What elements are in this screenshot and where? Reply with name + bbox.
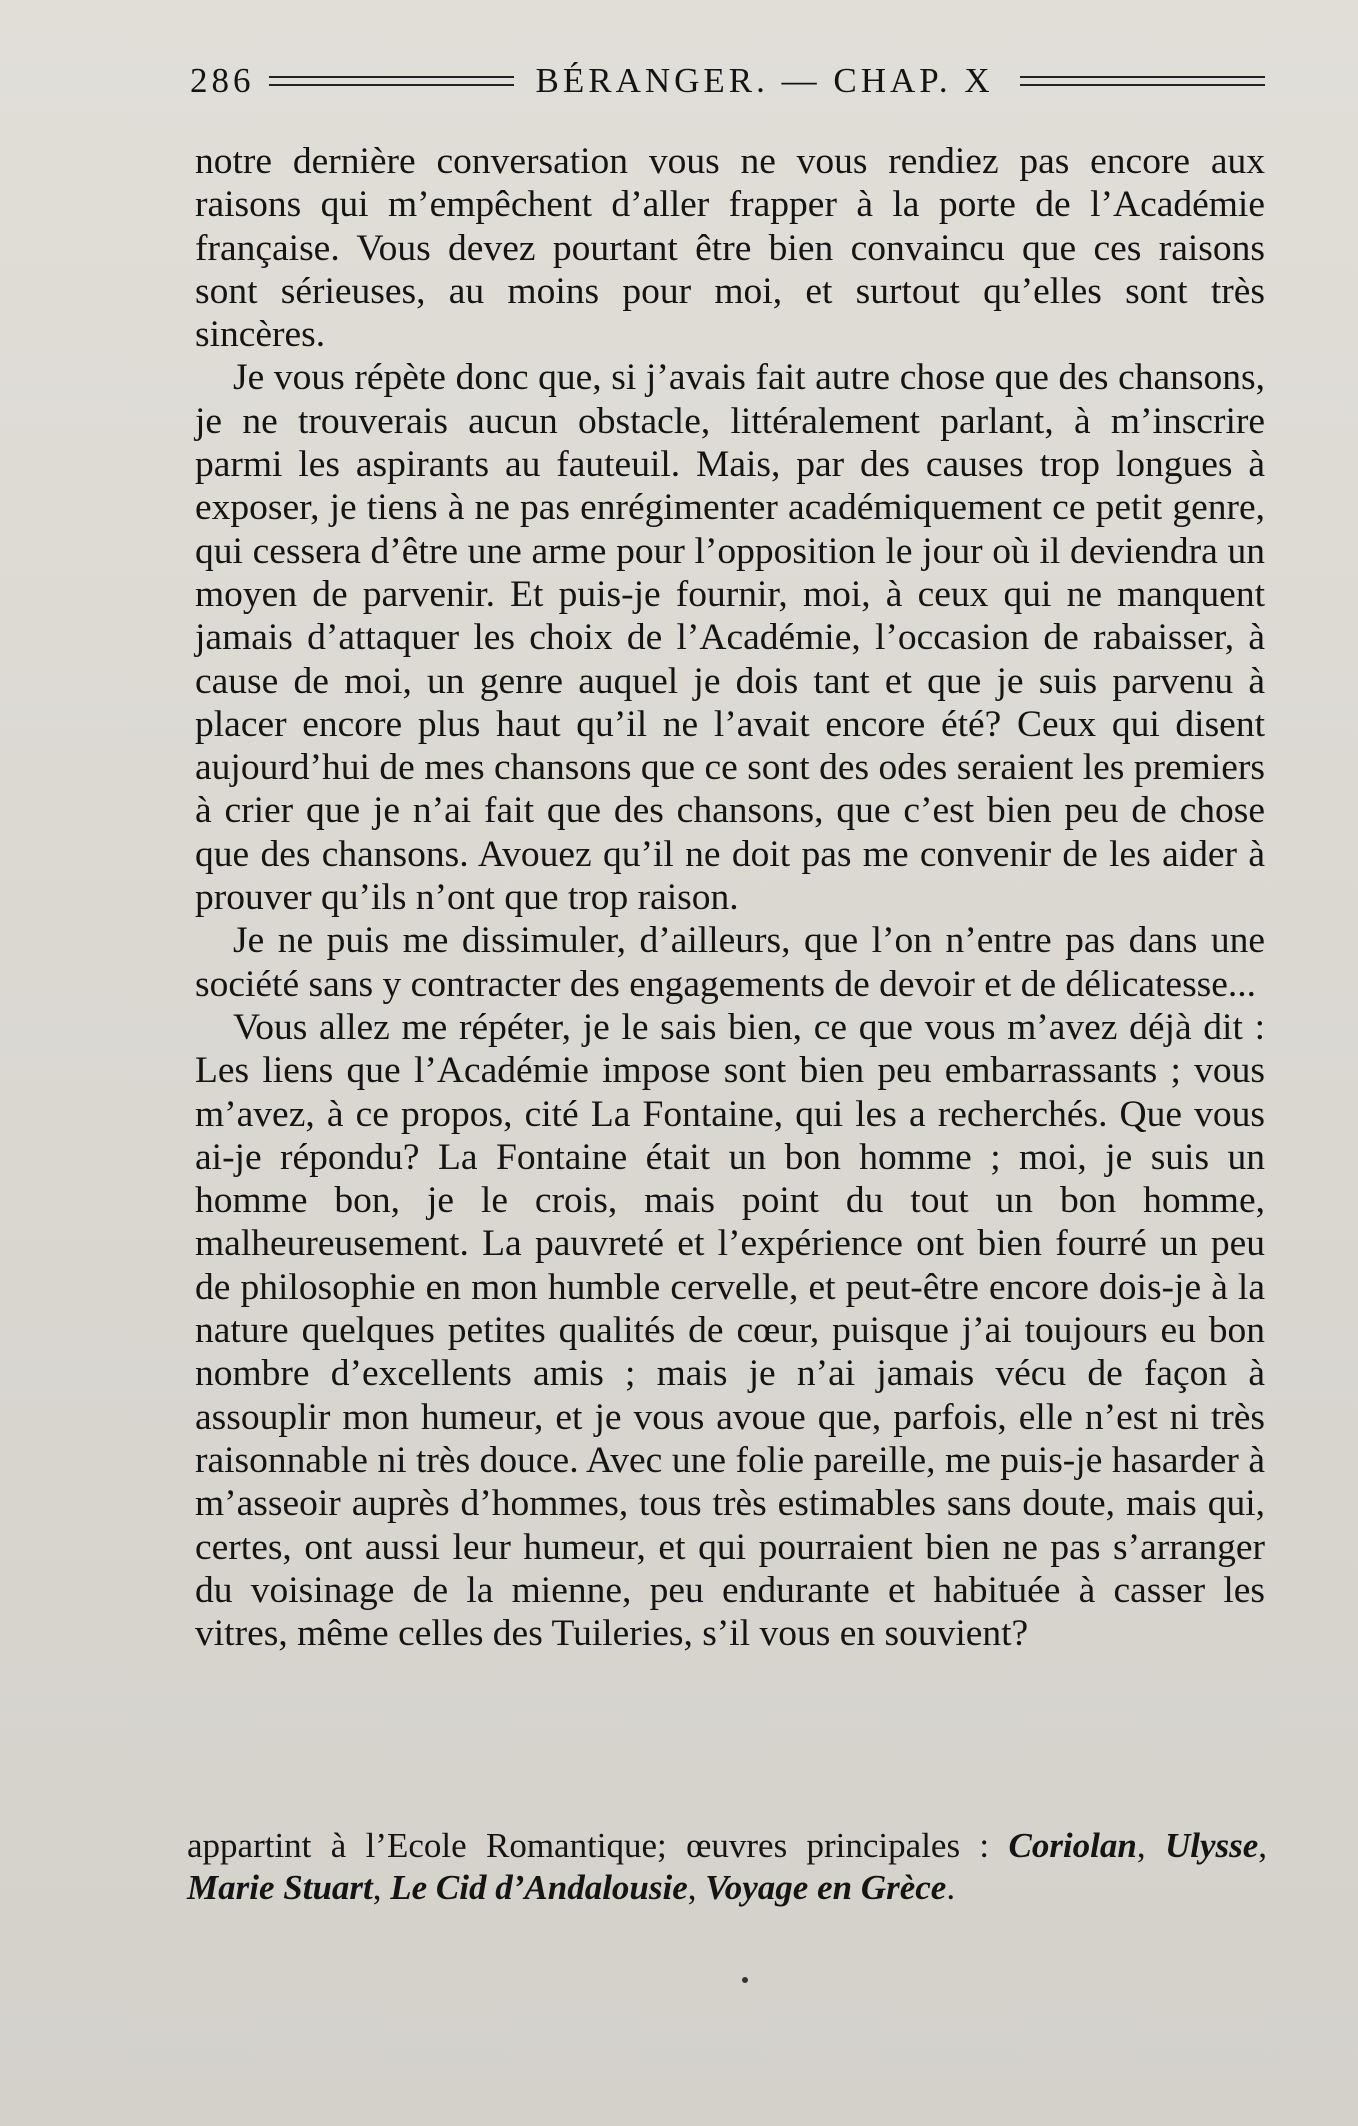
separator: , (1258, 1826, 1267, 1865)
work-title: Ulysse (1164, 1826, 1259, 1865)
running-header (190, 58, 1265, 104)
paragraph: Vous allez me répéter, je le sais bien, ce que vous m’avez déjà dit : Les liens que l’Académie impose sont bien peu embarrassants ; vous m’avez, à ce propos, cité La Fontaine, qui les a recherchés. Que vous ai-je répondu? La Fontaine était un bon homme ; moi, je suis un homme bon, je le crois, mais point du tout un bon homme, malheureusement. La pauvreté et l’expérience ont bien fourré un peu de philosophie en mon humble cervelle, et peut-être encore dois-je à la nature quelques petites qualités de cœur, puisque j’ai toujours eu bon nombre d’excellents amis ; mais je n’ai jamais vécu de façon à assouplir mon humeur, et je vous avoue que, parfois, elle n’est ni très raisonnable ni très douce. Avec une folie pareille, me puis-je hasarder à m’asseoir auprès d’hommes, tous très estimables sans doute, mais qui, certes, ont aussi leur humeur, et qui pourraient bien ne pas s’arranger du voisinage de la mienne, peu endurante et habituée à casser les vitres, même celles des Tuileries, s’il vous en souvient? (195, 1006, 1265, 1655)
separator: , (687, 1868, 706, 1907)
footnote (187, 1825, 1267, 1909)
work-title: Le Cid d’Andalousie (390, 1868, 688, 1907)
footnote-prefix: appartint à l’Ecole Romantique; œuvres principales : (187, 1826, 1009, 1865)
paragraph: Je vous répète donc que, si j’avais fait autre chose que des chansons, je ne trouverais aucun obstacle, littéralement parlant, à m’inscrire parmi les aspirants au fauteuil. Mais, par des causes trop longues à exposer, je tiens à ne pas enrégimenter académiquement ce petit genre, qui cessera d’être une arme pour l’opposition le jour où il deviendra un moyen de parvenir. Et puis-je fournir, moi, à ceux qui ne manquent jamais d’attaquer les choix de l’Académie, l’occasion de rabaisser, à cause de moi, un genre auquel je dois tant et que je suis parvenu à placer encore plus haut qu’il ne l’avait encore été? Ceux qui disent aujourd’hui de mes chansons que ce sont des odes seraient les premiers à crier que je n’ai fait que des chansons, que c’est bien peu de chose que des chansons. Avouez qu’il ne doit pas me convenir de les aider à prouver qu’ils n’ont que trop raison. (195, 357, 1265, 919)
header-rule-left (269, 76, 514, 86)
work-title: Voyage en Grèce (705, 1868, 947, 1907)
paragraph: Je ne puis me dissimuler, d’ailleurs, que l’on n’entre pas dans une société sans y contracter des engagements de devoir et de délicatesse... (195, 920, 1265, 1005)
header-rule-right (1020, 76, 1265, 86)
letter-body (195, 140, 1265, 1655)
separator: , (1136, 1826, 1165, 1865)
separator: , (372, 1868, 391, 1907)
printer-mark (742, 1977, 748, 1983)
footnote-end: . (946, 1868, 956, 1907)
running-title: BÉRANGER. — CHAP. X (535, 61, 994, 100)
page-number: 286 (190, 61, 255, 100)
paragraph: notre dernière conversation vous ne vous rendiez pas encore aux raisons qui m’empêchent d’aller frapper à la porte de l’Académie française. Vous devez pourtant être bien convaincu que ces raisons sont sérieuses, au moins pour moi, et surtout qu’elles sont très sincères. (195, 141, 1265, 356)
work-title: Coriolan (1008, 1826, 1137, 1865)
work-title: Marie Stuart (187, 1868, 373, 1907)
